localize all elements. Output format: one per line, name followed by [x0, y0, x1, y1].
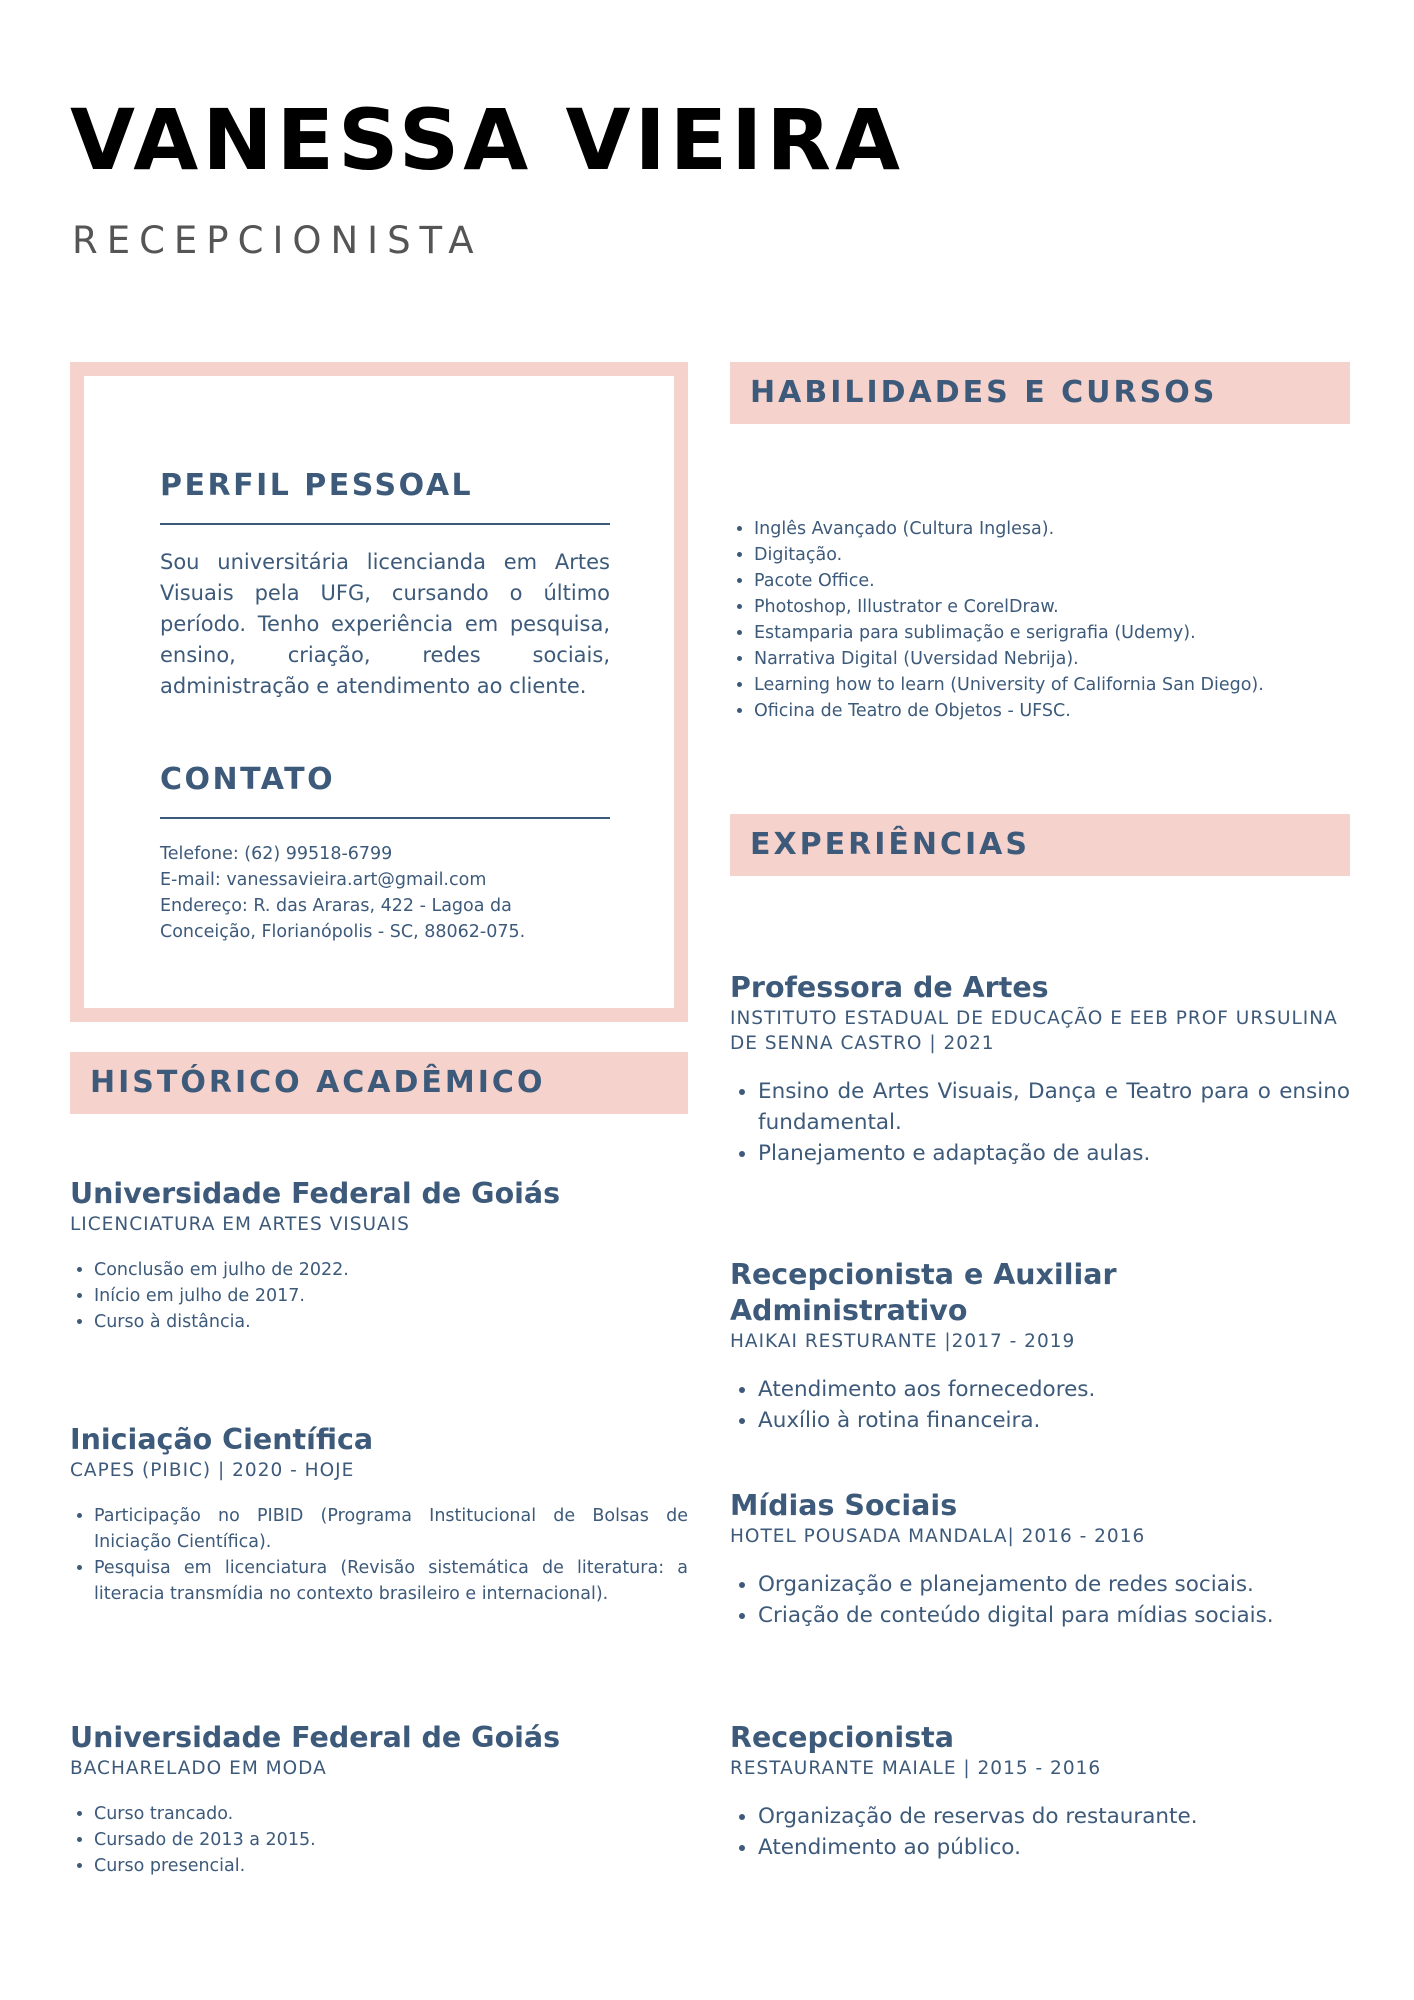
list-item: • Cursado de 2013 a 2015.: [94, 1827, 688, 1853]
list-item: • Início em julho de 2017.: [94, 1283, 688, 1309]
entry-subtitle: LICENCIATURA EM ARTES VISUAIS: [70, 1214, 410, 1235]
job-title: RECEPCIONISTA: [72, 219, 483, 262]
profile-title: PERFIL PESSOAL: [160, 468, 610, 525]
academic-heading: HISTÓRICO ACADÊMICO: [70, 1052, 688, 1114]
entry-list: [730, 1569, 1350, 1631]
list-item: • Pesquisa em licenciatura (Revisão sistemática de literatura: a literacia transmídia no contexto brasileiro e internacional).: [94, 1555, 688, 1607]
list-item: • Estamparia para sublimação e serigrafia (Udemy).: [754, 620, 1374, 646]
profile-section: [160, 468, 610, 702]
list-item: • Curso presencial.: [94, 1853, 688, 1879]
academic-entry: [70, 1720, 688, 1879]
contact-title: CONTATO: [160, 762, 610, 819]
academic-entry: [70, 1176, 688, 1335]
candidate-name: VANESSA VIEIRA: [70, 91, 905, 189]
entry-title: Iniciação Científica: [70, 1423, 374, 1456]
list-item: • Conclusão em julho de 2022.: [94, 1257, 688, 1283]
list-item: • Oficina de Teatro de Objetos - UFSC.: [754, 698, 1374, 724]
entry-subtitle: RESTAURANTE MAIALE | 2015 - 2016: [730, 1758, 1102, 1779]
entry-list: [70, 1503, 688, 1607]
contact-phone: Telefone: (62) 99518-6799: [160, 844, 393, 864]
list-item: • Participação no PIBID (Programa Institucional de Bolsas de Iniciação Científica).: [94, 1503, 688, 1555]
list-item: • Learning how to learn (University of California San Diego).: [754, 672, 1374, 698]
entry-subtitle: HAIKAI RESTURANTE |2017 - 2019: [730, 1331, 1076, 1352]
profile-text: Sou universitária licencianda em Artes Visuais pela UFG, cursando o último período. Tenho experiência em pesquisa, ensino, criação, redes sociais, administração e atendimento ao cliente.: [160, 550, 610, 698]
entry-list: [70, 1801, 688, 1879]
list-item: • Inglês Avançado (Cultura Inglesa).: [754, 516, 1374, 542]
list-item: • Organização de reservas do restaurante.: [758, 1801, 1350, 1832]
entry-subtitle: BACHARELADO EM MODA: [70, 1758, 327, 1779]
skills-list: [730, 516, 1374, 724]
list-item: • Curso trancado.: [94, 1801, 688, 1827]
entry-subtitle: CAPES (PIBIC) | 2020 - HOJE: [70, 1460, 355, 1481]
experience-entry: [730, 1257, 1350, 1436]
entry-list: [730, 1076, 1350, 1169]
experience-entry: [730, 970, 1350, 1169]
contact-email: E-mail: vanessavieira.art@gmail.com: [160, 870, 487, 890]
entry-title: Recepcionista e Auxiliar Administrativo: [730, 1258, 1117, 1327]
list-item: • Digitação.: [754, 542, 1374, 568]
entry-subtitle: INSTITUTO ESTADUAL DE EDUCAÇÃO E EEB PROF URSULINA DE SENNA CASTRO | 2021: [730, 1008, 1338, 1054]
list-item: • Atendimento ao público.: [758, 1832, 1350, 1863]
contact-details: [160, 841, 610, 945]
list-item: • Planejamento e adaptação de aulas.: [758, 1138, 1350, 1169]
contact-address: Endereço: R. das Araras, 422 - Lagoa da Conceição, Florianópolis - SC, 88062-075.: [160, 896, 526, 942]
list-item: • Pacote Office.: [754, 568, 1374, 594]
list-item: • Narrativa Digital (Uversidad Nebrija).: [754, 646, 1374, 672]
entry-list: [730, 1801, 1350, 1863]
entry-title: Professora de Artes: [730, 971, 1049, 1004]
list-item: • Criação de conteúdo digital para mídias sociais.: [758, 1600, 1350, 1631]
entry-list: [70, 1257, 688, 1335]
entry-title: Universidade Federal de Goiás: [70, 1721, 561, 1754]
list-item: • Auxílio à rotina financeira.: [758, 1405, 1350, 1436]
experience-entry: [730, 1720, 1350, 1863]
contact-section: [160, 762, 610, 945]
entry-title: Recepcionista: [730, 1721, 955, 1754]
experience-entry: [730, 1488, 1350, 1631]
list-item: • Organização e planejamento de redes sociais.: [758, 1569, 1350, 1600]
entry-list: [730, 1374, 1350, 1436]
list-item: • Ensino de Artes Visuais, Dança e Teatro para o ensino fundamental.: [758, 1076, 1350, 1138]
entry-title: Mídias Sociais: [730, 1489, 958, 1522]
list-item: • Photoshop, Illustrator e CorelDraw.: [754, 594, 1374, 620]
entry-title: Universidade Federal de Goiás: [70, 1177, 561, 1210]
list-item: • Atendimento aos fornecedores.: [758, 1374, 1350, 1405]
academic-entry: [70, 1422, 688, 1607]
profile-box: [70, 362, 688, 1022]
list-item: • Curso à distância.: [94, 1309, 688, 1335]
skills-heading: HABILIDADES E CURSOS: [730, 362, 1350, 424]
experience-heading: EXPERIÊNCIAS: [730, 814, 1350, 876]
entry-subtitle: HOTEL POUSADA MANDALA| 2016 - 2016: [730, 1526, 1146, 1547]
